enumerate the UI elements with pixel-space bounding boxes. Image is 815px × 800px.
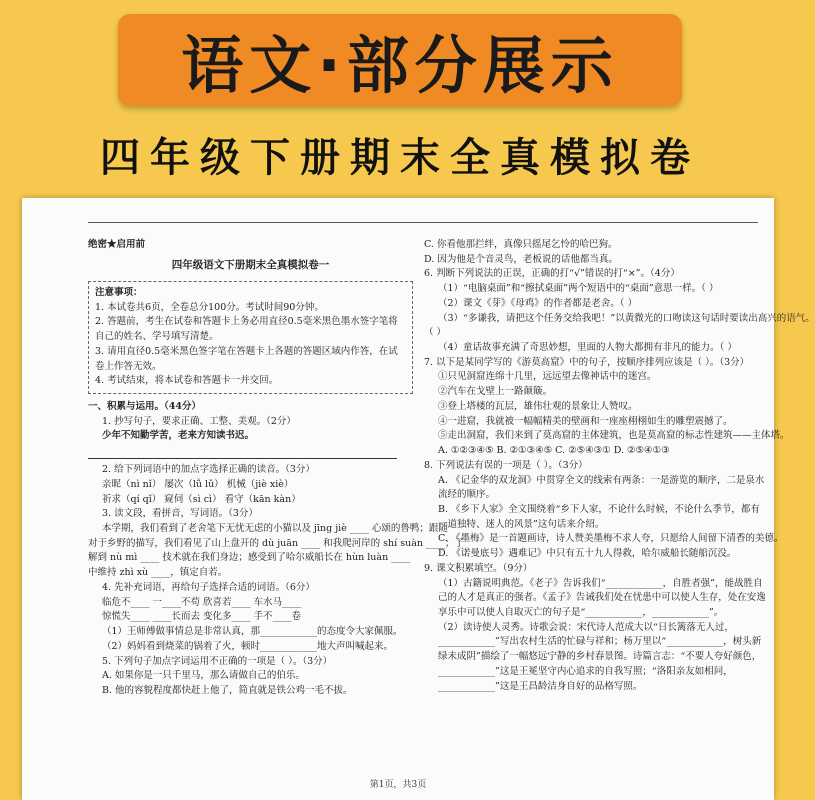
question-line: A. 《记金华的双龙洞》中贯穿全文的线索有两条：一是游览的顺序，二是泉水流经的顺序。 (438, 474, 765, 501)
question-line: 4. 先补充词语，再给句子选择合适的词语。（6分） (102, 581, 315, 593)
question-line: 中维持 zhì xù ____，镇定自若。 (88, 567, 228, 579)
question-line: C. 《墨梅》是一首题画诗，诗人赞美墨梅不求人夸，只愿给人间留下清香的美德。 (438, 533, 784, 545)
question-line: D. 因为他是个音灵鸟，老板说的话他都当真。 (424, 253, 618, 265)
question-line: 亲昵（nì nǐ） 屡次（lǚ lǔ） 机械（jiè xiè） (102, 478, 294, 490)
question-line: 少年不知勤学苦，老来方知读书迟。 (102, 430, 255, 442)
notes-box (88, 281, 413, 394)
exam-title: 四年级语文下册期末全真模拟卷一 (171, 258, 330, 271)
question-line: ④一进窟，我就被一幅幅精美的壁画和一座座栩栩如生的雕塑震撼了。 (438, 415, 733, 427)
question-line: 3. 读文段，看拼音，写词语。（3分） (102, 508, 258, 520)
question-line: D. 《诺曼底号》遇难记》中只有五十九人得救，哈尔威船长随船沉没。 (438, 548, 737, 560)
question-line: 7. 以下是某同学写的《游莫高窟》中的句子，按顺序排列应该是（ ）。（3分） (424, 356, 750, 368)
question-line: （2）妈妈看到烧菜的锅着了火，顿时____________地大声叫喊起来。 (102, 640, 394, 652)
exam-paper (22, 198, 815, 800)
title-banner (118, 14, 682, 106)
left-column (88, 238, 464, 699)
question-line: A. ①②③④⑤ B. ②①③④⑤ C. ②⑤④③① D. ②⑤④①③ (438, 445, 670, 457)
question-line: ⑤走出洞窟，我们来到了莫高窟的主体建筑，也是莫高窟的标志性建筑——主体塔。 (438, 430, 790, 442)
page-subtitle: 四年级下册期末全真模拟卷 (100, 135, 700, 181)
answer-blank (88, 446, 397, 459)
right-column (424, 238, 815, 694)
question-line: （1）古籍说明典范。《老子》告诉我们“____________，自胜者强”，能战胜自己的人才是真正的强者。《孟子》告诫我们处在忧患中可以使人生存，处在安逸享乐中可以使人自取灭亡的句子是“____________，____________”。 (438, 577, 766, 618)
question-line: （3）“多谦我，请把这个任务交给我吧！”以黄微光的口吻读这句话时要读出高兴的语气。 (438, 312, 815, 324)
question-line: 解到 nù mì ____ 技术就在我们身边；感受到了哈尔威船长在 hùn luàn ____ (88, 552, 411, 564)
question-line: （1）王师傅做事情总是非常认真，那____________的态度令大家佩服。 (102, 626, 403, 638)
question-line: 本学期，我们看到了老舍笔下无忧无虑的小猫以及 jīng jiè ____ 心颂的鲁鸭；跟随 (102, 523, 448, 535)
question-line: 8. 下列说法有误的一项是（ ）。（3分） (424, 459, 588, 471)
section-heading: 一、积累与运用。（44分） (88, 401, 201, 413)
question-line: 临危不____ 一____不苟 欣喜若____ 车水马____ (102, 596, 302, 608)
question-line: （ ） (424, 327, 447, 339)
question-line: 惊慌失____ ____长而去 变化多____ 手不____卷 (102, 611, 302, 623)
question-line: C. 你看他那拦绊，真像只摇尾乞怜的哈巴狗。 (424, 239, 618, 250)
question-line: 9. 课文积累填空。（9分） (424, 562, 533, 574)
note-item: 3. 请用直径0.5毫米黑色签字笔在答题卡上各题的答题区域内作答，在试卷上作答无效。 (95, 345, 398, 372)
question-line: （4）童话故事充满了奇思妙想，里面的人物大都拥有非凡的能力。（ ） (438, 342, 737, 354)
header-rule (88, 222, 758, 223)
question-line: （2）课文《芽》《母鸡》的作者都是老舍。（ ） (438, 297, 638, 309)
question-line: ①只见洞窟连绵十几里，远远望去像神话中的迷宫。 (438, 371, 657, 383)
page-number: 第1页，共3页 (369, 780, 427, 790)
banner-title: 语文·部分展示 (181, 28, 619, 102)
question-line: ③登上塔楼的瓦层，雄伟壮观的景象让人赞叹。 (438, 400, 638, 412)
note-item: 2. 答题前，考生在试卷和答题卡上务必用直径0.5毫米黑色墨水签字笔将自己的姓名、学号填写清楚。 (95, 316, 398, 343)
note-item: 4. 考试结束，将本试卷和答题卡一并交回。 (95, 375, 279, 387)
question-line: 2. 给下列词语中的加点字选择正确的读音。（3分） (102, 464, 315, 476)
question-line: B. 《乡下人家》全文围绕着“乡下人家，不论什么时候，不论什么季节，都有一道独特、迷人的风景”这句话来介绍。 (438, 503, 760, 530)
confidential-label: 绝密★启用前 (88, 239, 146, 250)
notes-heading: 注意事项： (95, 286, 143, 298)
question-line: ②汽车在戈壁上一路颠簸。 (438, 386, 553, 398)
question-line: 祈求（qí qǐ） 窥伺（sì cì） 看守（kān kàn） (102, 493, 301, 505)
question-line: A. 如果你是一只千里马，那么请做自己的伯乐。 (102, 670, 305, 682)
question-line: （2）读诗使人灵秀。诗歌会说：宋代诗人范成大以“日长篱落无人过，____________”写出农村生活的忙碌与祥和；杨万里以“____________，树头新绿未成阴”描绘了一幅悠远宁静的乡村春景图。诗篇言志：“不要人夸好颜色，____________”这是王冕坚守内心追求的自我写照；“洛阳亲友如相问，____________”这是王昌龄洁身自好的品格写照。 (438, 621, 762, 692)
question-line: 6. 判断下列说法的正误，正确的打“√”错误的打“×”。（4分） (424, 268, 680, 280)
question-line: （1）“电脑桌面”和“擦拭桌面”两个短语中的“桌面”意思一样。（ ） (438, 283, 719, 295)
question-line: 1. 抄写句子，要求正确、工整、美观。（2分） (102, 415, 296, 427)
question-line: B. 他的容貌程度都快赶上他了，简直就是铁公鸡一毛不拔。 (102, 684, 353, 696)
note-item: 1. 本试卷共6页，全卷总分100分。考试时间90分钟。 (95, 301, 324, 313)
question-line: 对于乡野的描写，我们看见了山上盘开的 dù juān ____ 和我爬河岸的 shí suàn ____；了 (88, 537, 464, 549)
question-line: 5. 下列句子加点字词运用不正确的一项是（ ）。（3分） (102, 655, 333, 667)
